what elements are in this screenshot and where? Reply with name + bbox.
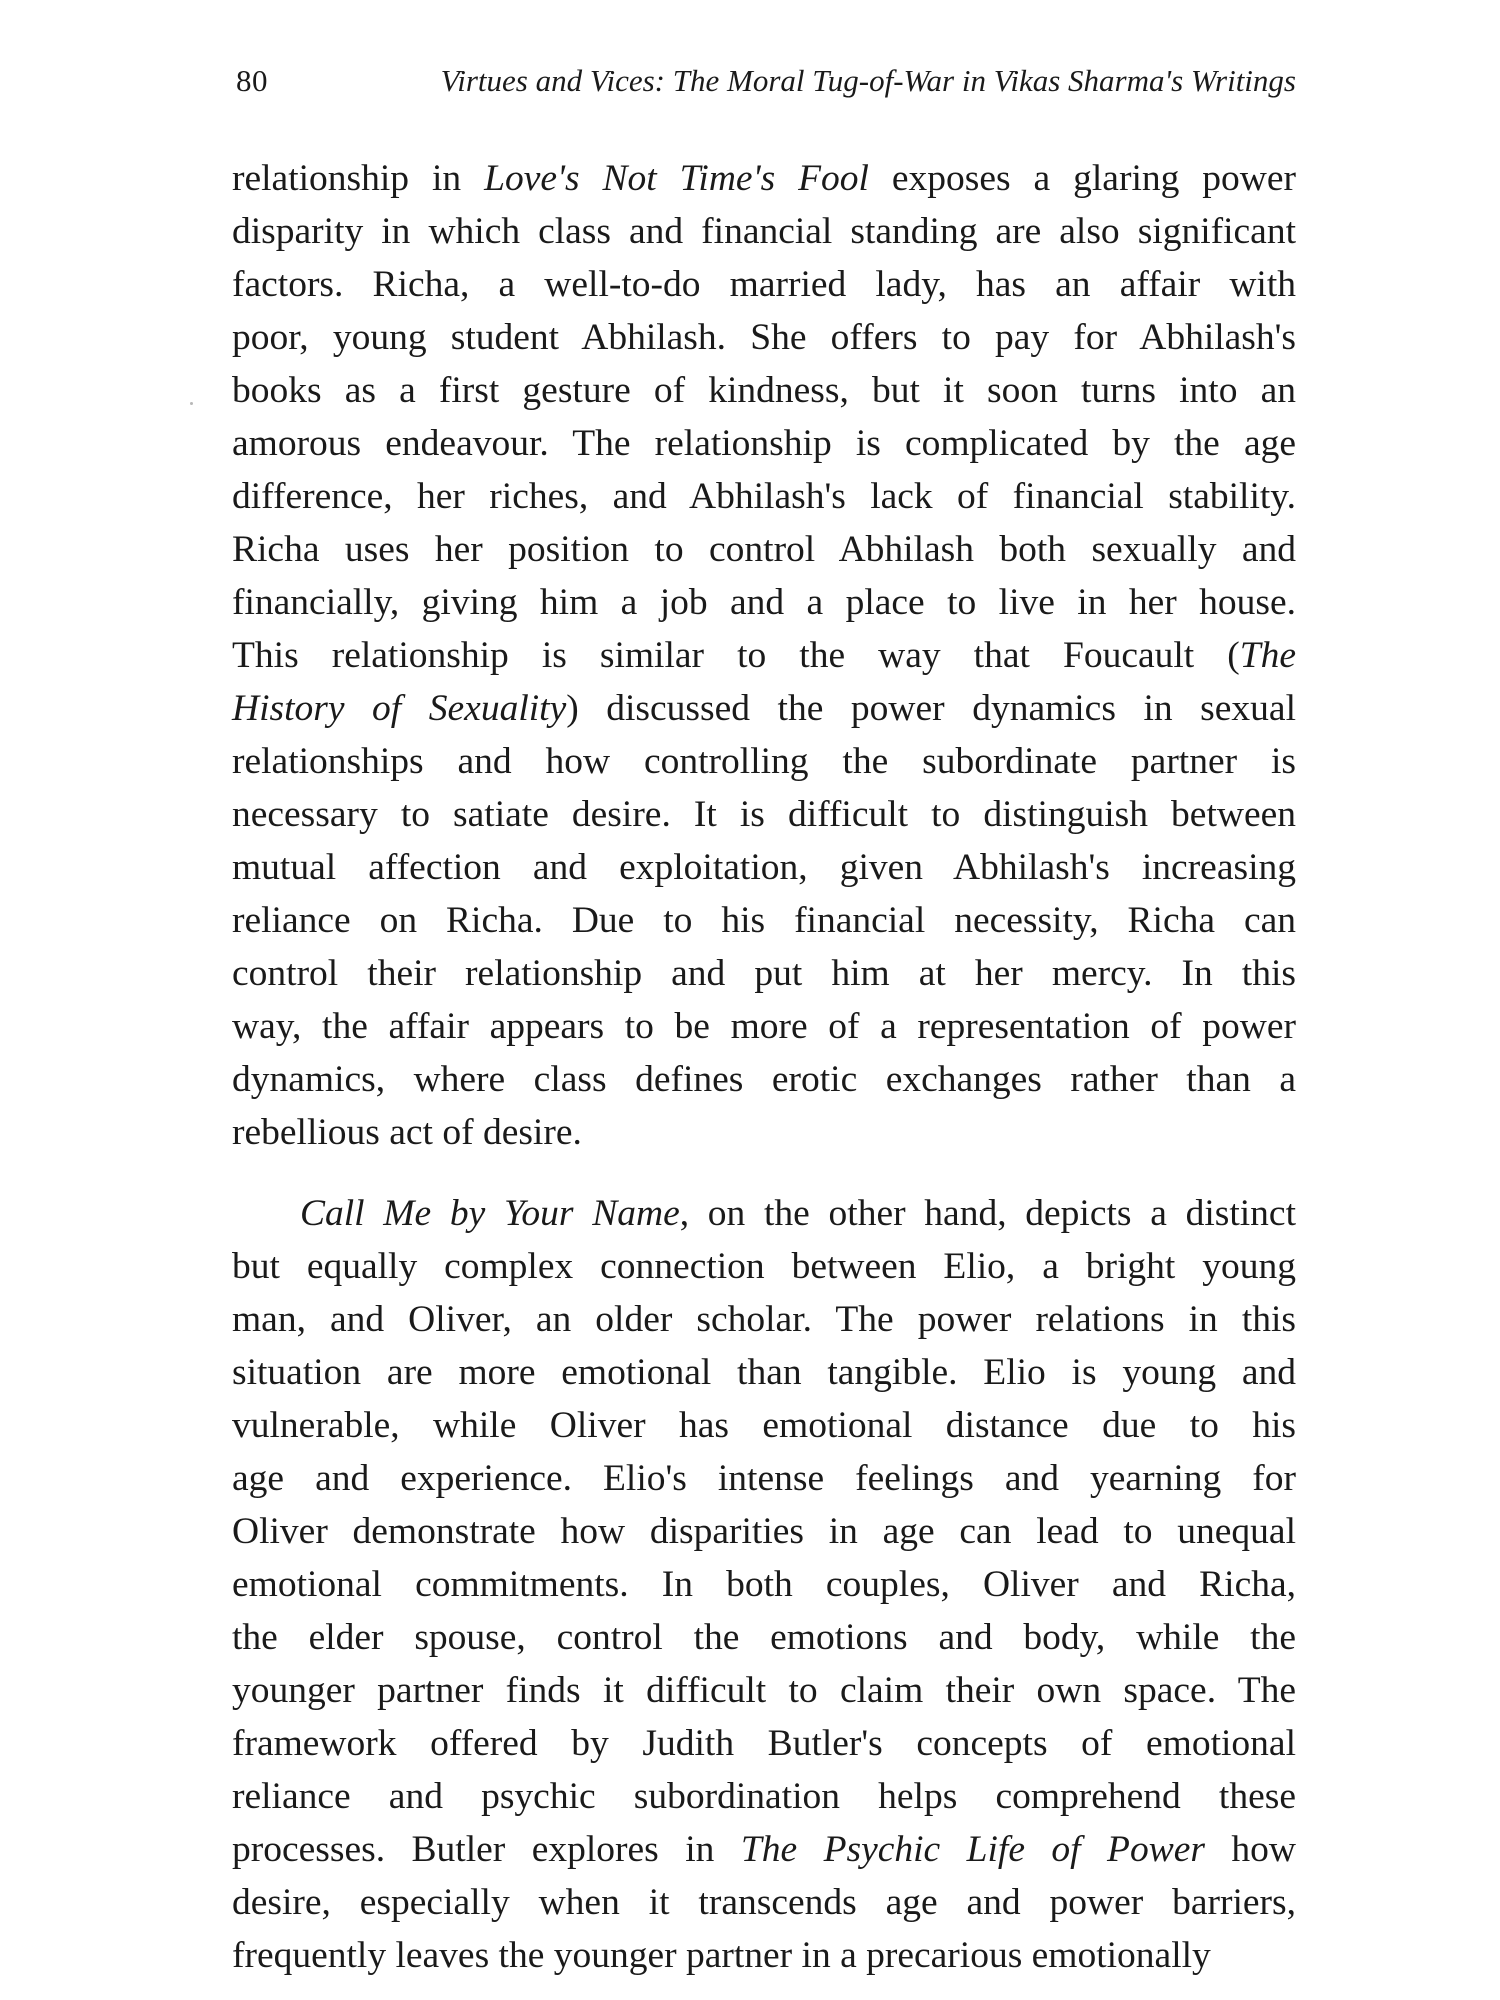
text-line — [232, 1929, 1296, 1982]
stray-ink-mark — [190, 402, 193, 405]
paragraph-gap — [232, 1159, 1296, 1187]
text-line — [232, 682, 1296, 735]
body-text — [232, 152, 1296, 1982]
text-line — [232, 1399, 1296, 1452]
text-run: necessary to satiate desire. It is difficult to distinguish between — [232, 794, 1296, 835]
text-run: amorous endeavour. The relationship is complicated by the age — [232, 423, 1296, 464]
text-line — [232, 258, 1296, 311]
text-run: Richa uses her position to control Abhilash both sexually and — [232, 529, 1296, 570]
text-run: This relationship is similar to the way that Foucault ( — [232, 635, 1240, 676]
text-run: dynamics, where class defines erotic exchanges rather than a — [232, 1059, 1296, 1100]
text-line — [232, 1106, 1296, 1159]
text-run: control their relationship and put him at her mercy. In this — [232, 953, 1296, 994]
text-line — [232, 205, 1296, 258]
text-run: reliance on Richa. Due to his financial necessity, Richa can — [232, 900, 1296, 941]
text-run: man, and Oliver, an older scholar. The power relations in this — [232, 1299, 1296, 1340]
text-line — [232, 1876, 1296, 1929]
running-title: Virtues and Vices: The Moral Tug-of-War in Vikas Sharma's Writings — [440, 63, 1296, 98]
text-line — [232, 1240, 1296, 1293]
text-run: desire, especially when it transcends age and power barriers, — [232, 1882, 1296, 1923]
text-run: the elder spouse, control the emotions and body, while the — [232, 1617, 1296, 1658]
text-line — [232, 1505, 1296, 1558]
running-header — [236, 56, 1296, 106]
paragraph — [232, 152, 1296, 1159]
text-line — [232, 576, 1296, 629]
text-line — [232, 894, 1296, 947]
italic-title-text: The Psychic Life of Power — [740, 1829, 1205, 1870]
text-run: age and experience. Elio's intense feelings and yearning for — [232, 1458, 1296, 1499]
paragraph — [232, 1187, 1296, 1982]
text-run: disparity in which class and financial standing are also significant — [232, 211, 1296, 252]
text-line — [232, 1000, 1296, 1053]
text-run: , on the other hand, depicts a distinct — [679, 1193, 1296, 1234]
text-run: how — [1204, 1829, 1297, 1870]
text-line — [232, 1452, 1296, 1505]
text-line — [232, 1717, 1296, 1770]
text-run: frequently leaves the younger partner in a precarious emotionally — [232, 1935, 1211, 1976]
text-line — [232, 1558, 1296, 1611]
text-run: Oliver demonstrate how disparities in age can lead to unequal — [232, 1511, 1296, 1552]
text-run: younger partner finds it difficult to claim their own space. The — [232, 1670, 1296, 1711]
text-line — [232, 417, 1296, 470]
text-run: relationships and how controlling the subordinate partner is — [232, 741, 1296, 782]
text-line — [232, 1346, 1296, 1399]
text-run: exposes a glaring power — [868, 158, 1297, 199]
text-run: processes. Butler explores in — [232, 1829, 741, 1870]
text-line — [232, 311, 1296, 364]
text-line — [232, 841, 1296, 894]
text-run: mutual affection and exploitation, given Abhilash's increasing — [232, 847, 1296, 888]
text-run: emotional commitments. In both couples, Oliver and Richa, — [232, 1564, 1296, 1605]
text-line — [232, 1293, 1296, 1346]
italic-title-text: The — [1239, 635, 1296, 676]
text-run: poor, young student Abhilash. She offers to pay for Abhilash's — [232, 317, 1296, 358]
text-line — [232, 629, 1296, 682]
text-line — [232, 1770, 1296, 1823]
text-line — [232, 947, 1296, 1000]
text-line — [232, 1664, 1296, 1717]
text-line — [232, 470, 1296, 523]
text-run: relationship in — [232, 158, 485, 199]
text-line — [232, 152, 1296, 205]
text-run: factors. Richa, a well-to-do married lady, has an affair with — [232, 264, 1296, 305]
text-run: way, the affair appears to be more of a representation of power — [232, 1006, 1296, 1047]
text-run: vulnerable, while Oliver has emotional distance due to his — [232, 1405, 1296, 1446]
text-run: ) discussed the power dynamics in sexual — [566, 688, 1296, 729]
text-line — [232, 1053, 1296, 1106]
text-run: rebellious act of desire. — [232, 1112, 582, 1153]
italic-title-text: Love's Not Time's Fool — [484, 158, 869, 199]
text-line — [232, 1823, 1296, 1876]
text-line — [232, 364, 1296, 417]
text-run: financially, giving him a job and a place to live in her house. — [232, 582, 1296, 623]
text-run: situation are more emotional than tangible. Elio is young and — [232, 1352, 1296, 1393]
text-run: framework offered by Judith Butler's concepts of emotional — [232, 1723, 1296, 1764]
text-line — [232, 788, 1296, 841]
text-line — [232, 523, 1296, 576]
text-line — [232, 735, 1296, 788]
text-run: but equally complex connection between Elio, a bright young — [232, 1246, 1296, 1287]
italic-title-text: Call Me by Your Name — [300, 1193, 680, 1234]
text-line — [232, 1187, 1296, 1240]
text-run: books as a first gesture of kindness, but it soon turns into an — [232, 370, 1296, 411]
italic-title-text: History of Sexuality — [232, 688, 567, 729]
text-run: reliance and psychic subordination helps comprehend these — [232, 1776, 1296, 1817]
text-line — [232, 1611, 1296, 1664]
page-number: 80 — [236, 63, 268, 98]
text-run: difference, her riches, and Abhilash's lack of financial stability. — [232, 476, 1296, 517]
